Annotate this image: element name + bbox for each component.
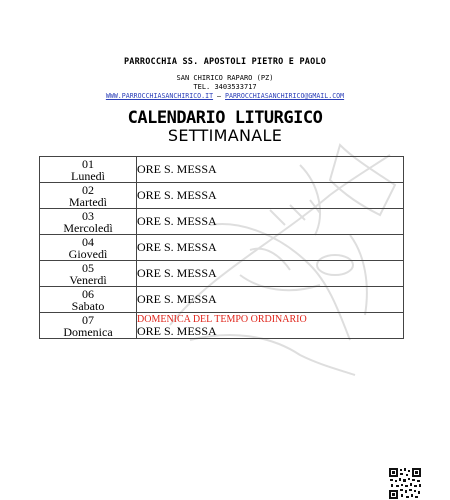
day-cell [40,287,137,313]
event-text: ORE S. MESSA [137,188,217,202]
event-cell [137,157,404,183]
day-number: 04 [82,234,94,249]
day-name: Giovedì [68,246,108,261]
day-number: 01 [82,156,94,171]
day-name: Lunedì [71,168,105,183]
day-name: Sabato [71,298,105,313]
day-number: 07 [82,312,94,327]
event-text: ORE S. MESSA [137,240,217,254]
email-link[interactable]: PARROCCHIASANCHIRICO@GMAIL.COM [225,92,345,100]
event-cell [137,209,404,235]
contact-separator: – [217,92,222,100]
event-cell [137,235,404,261]
day-name: Domenica [63,324,113,339]
event-text: ORE S. MESSA [137,162,217,176]
page-subtitle: SETTIMANALE [167,126,283,145]
liturgical-note: DOMENICA DEL TEMPO ORDINARIO [137,313,307,325]
table-row [40,287,404,313]
table-row [40,157,404,183]
table-row [40,183,404,209]
parish-name: PARROCCHIA SS. APOSTOLI PIETRO E PAOLO [123,57,327,67]
event-cell [137,313,404,339]
page-title: CALENDARIO LITURGICO [127,108,323,128]
day-cell [40,183,137,209]
day-cell [40,261,137,287]
event-text: ORE S. MESSA [137,323,217,338]
event-cell [137,261,404,287]
day-cell [40,157,137,183]
parish-contacts [0,92,450,101]
website-link[interactable]: WWW.PARROCCHIASANCHIRICO.IT [105,92,214,100]
table-row [40,235,404,261]
day-cell [40,313,137,339]
event-text: ORE S. MESSA [137,214,217,228]
event-text: ORE S. MESSA [137,292,217,306]
day-name: Martedì [69,194,107,209]
event-cell [137,287,404,313]
day-number: 05 [82,260,94,275]
table-row [40,261,404,287]
table-row [40,209,404,235]
qr-code-icon [388,467,422,500]
day-name: Mercoledì [63,220,113,235]
day-cell [40,209,137,235]
parish-address: SAN CHIRICO RAPARO (PZ) [176,74,274,82]
event-text: ORE S. MESSA [137,266,217,280]
day-number: 06 [82,286,94,301]
day-number: 03 [82,208,94,223]
parish-header [0,57,450,101]
day-cell [40,235,137,261]
parish-phone: TEL. 3403533717 [193,83,257,91]
day-number: 02 [82,182,94,197]
weekly-calendar-table [39,156,404,339]
table-row [40,313,404,339]
day-name: Venerdì [69,272,107,287]
event-cell [137,183,404,209]
